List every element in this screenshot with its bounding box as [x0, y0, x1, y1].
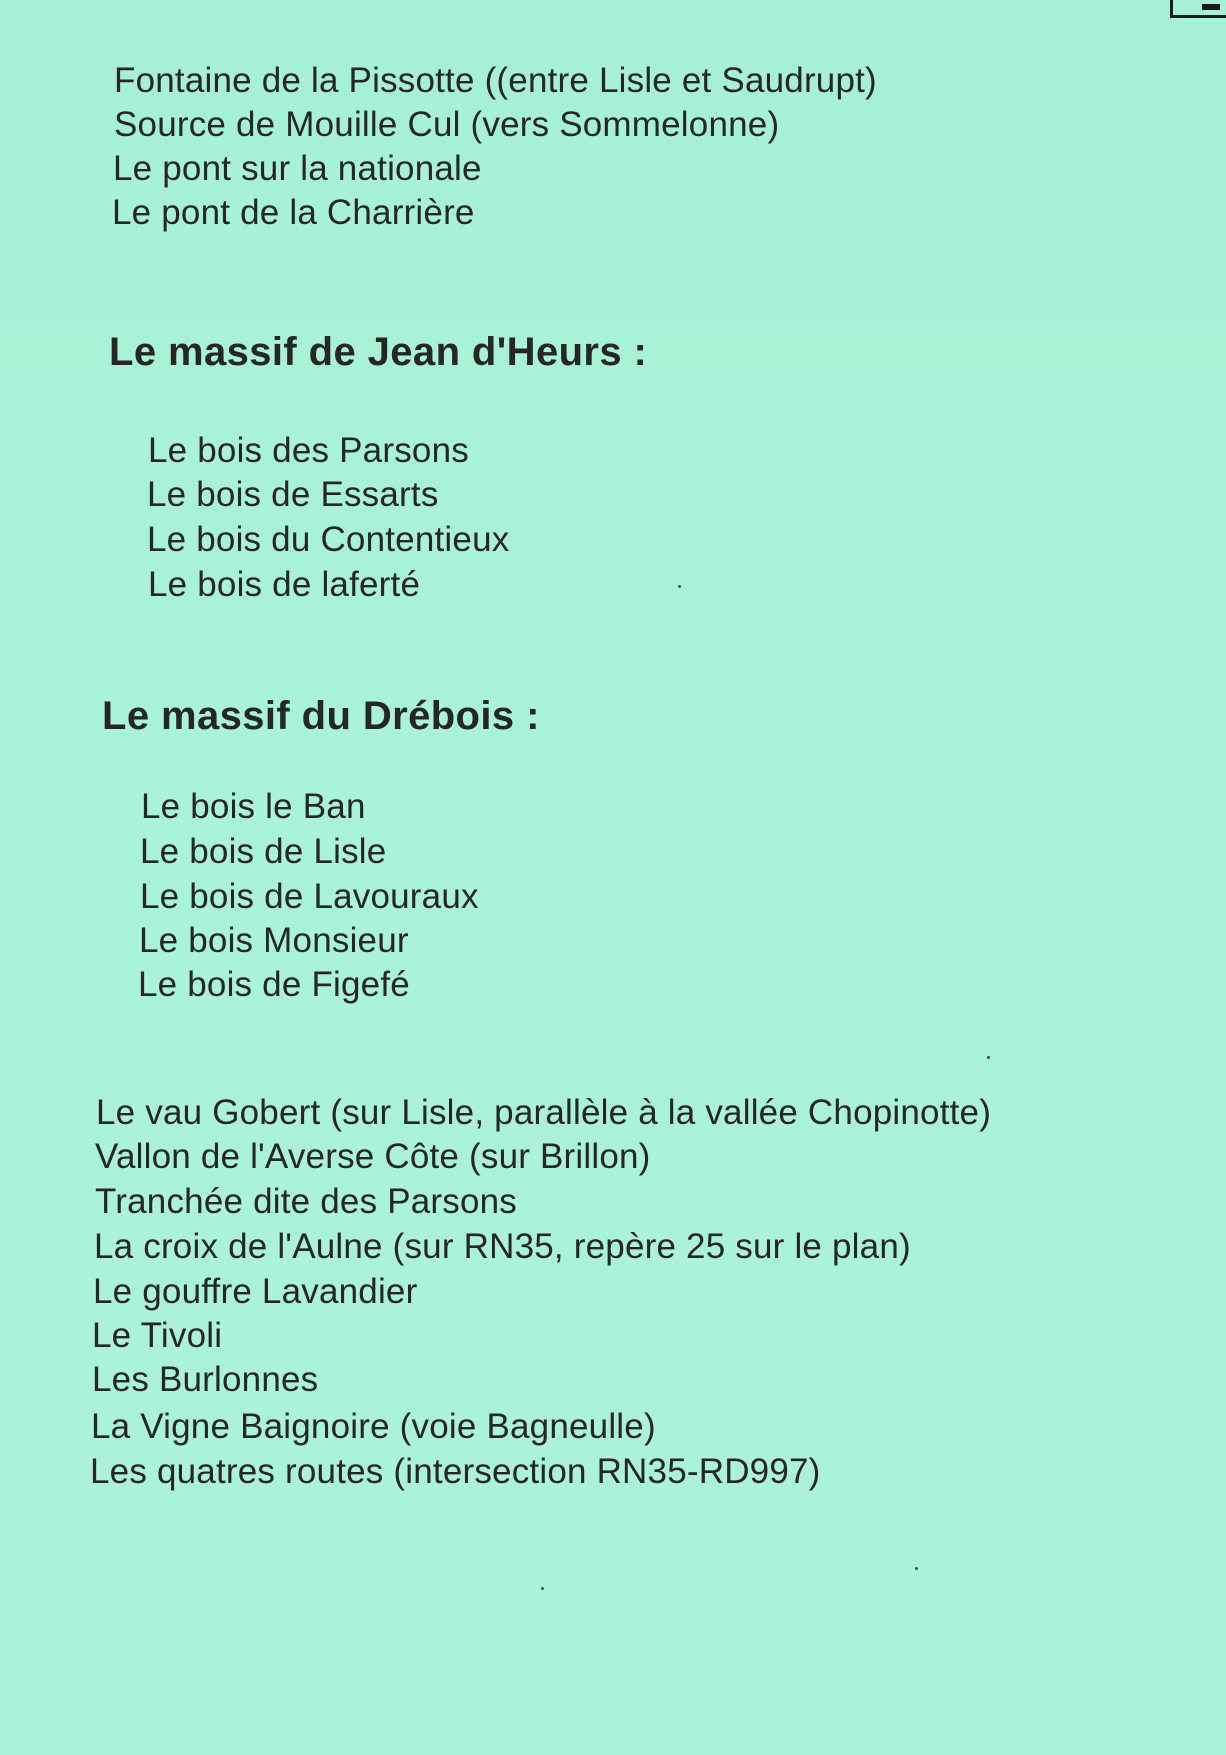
list-item: Le gouffre Lavandier — [93, 1272, 418, 1311]
list-item: Le bois de laferté — [148, 565, 421, 604]
list-item: Vallon de l'Averse Côte (sur Brillon) — [95, 1137, 651, 1176]
scan-speck — [915, 1567, 918, 1570]
list-item: Les Burlonnes — [92, 1360, 319, 1399]
list-item: Fontaine de la Pissotte ((entre Lisle et Saudrupt) — [114, 61, 877, 100]
list-item: Le bois des Parsons — [148, 431, 469, 470]
list-item: Le bois du Contentieux — [147, 520, 510, 559]
list-item: Le bois Monsieur — [139, 921, 409, 960]
list-item: Le bois le Ban — [141, 787, 366, 826]
list-item: Le Tivoli — [92, 1316, 223, 1355]
list-item: Source de Mouille Cul (vers Sommelonne) — [114, 105, 780, 144]
list-item: Le pont de la Charrière — [112, 193, 475, 232]
section-heading-jean-dheurs: Le massif de Jean d'Heurs : — [109, 330, 648, 374]
list-item: Le vau Gobert (sur Lisle, parallèle à la vallée Chopinotte) — [96, 1093, 992, 1132]
list-item: Le pont sur la nationale — [113, 149, 482, 188]
list-item: Tranchée dite des Parsons — [95, 1182, 517, 1221]
list-item: Le bois de Essarts — [147, 475, 439, 514]
list-item: Le bois de Lavouraux — [140, 877, 479, 916]
list-item: La Vigne Baignoire (voie Bagneulle) — [91, 1407, 656, 1446]
section-heading-drebois: Le massif du Drébois : — [102, 694, 540, 738]
list-item: Le bois de Lisle — [140, 832, 387, 871]
list-item: La croix de l'Aulne (sur RN35, repère 25 sur le plan) — [94, 1227, 911, 1266]
scan-speck — [987, 1056, 990, 1059]
corner-mark — [1170, 0, 1226, 18]
scan-speck — [678, 585, 681, 588]
scan-speck — [541, 1587, 544, 1590]
list-item: Les quatres routes (intersection RN35-RD997) — [90, 1452, 821, 1491]
list-item: Le bois de Figefé — [138, 965, 410, 1004]
